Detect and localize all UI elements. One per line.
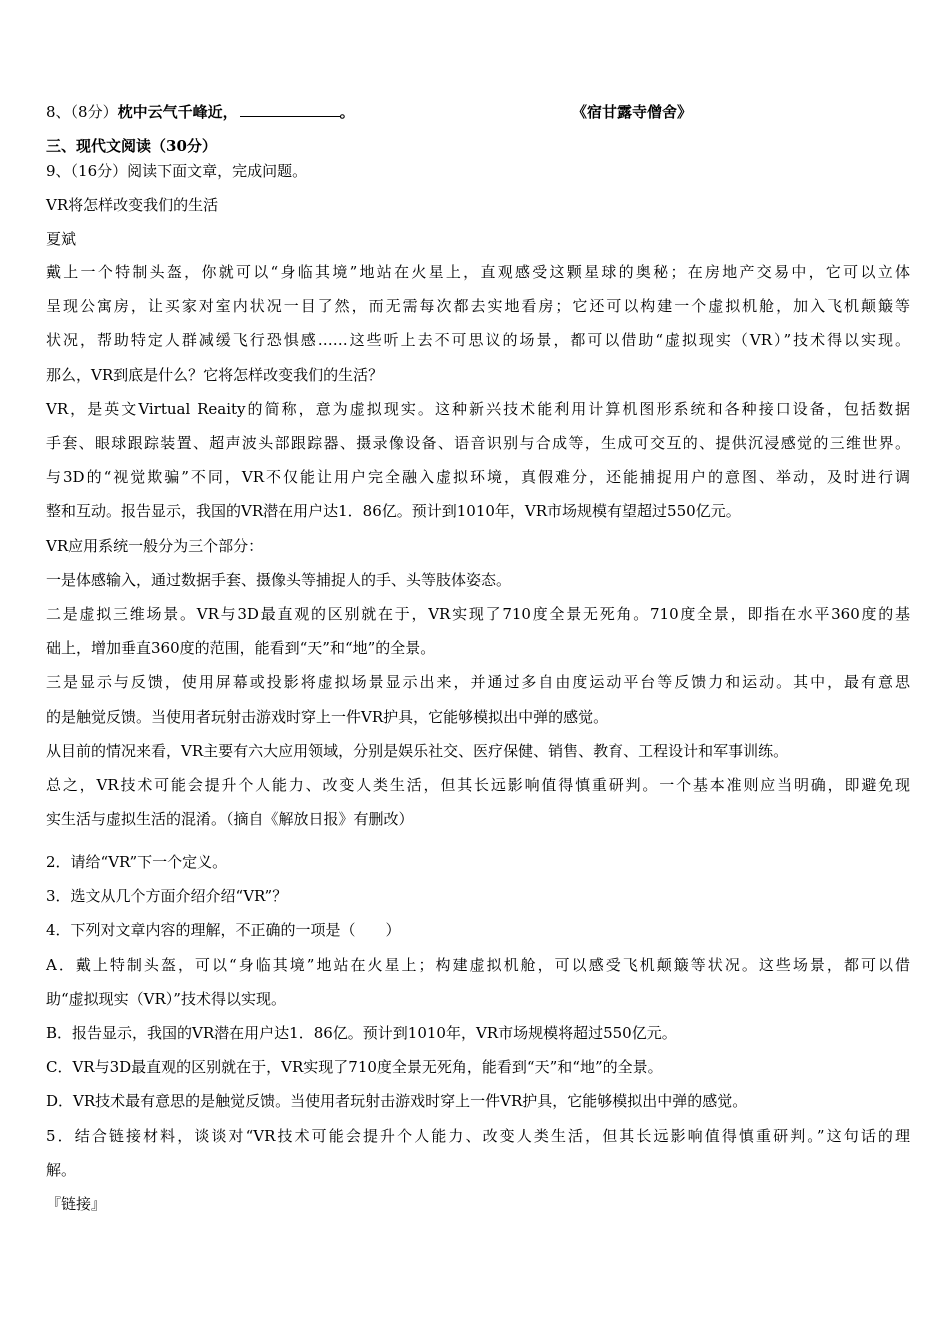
article-line: 戴上一个特制头盔，你就可以“身临其境”地站在火星上，直观感受这颗星球的奥秘；在房地产交易中，它可以立体 <box>46 263 910 281</box>
q8-text: 枕中云气千峰近， <box>117 103 238 121</box>
question-line: C．VR与3D最直观的区别就在于，VR实现了710度全景无死角，能看到“天”和“地”的全景。 <box>46 1058 663 1077</box>
article-line: 的是触觉反馈。当使用者玩射击游戏时穿上一件VR护具，它能够模拟出中弹的感觉。 <box>46 707 609 726</box>
question-line: 解。 <box>46 1160 77 1179</box>
article-line: VR应用系统一般分为三个部分： <box>46 536 264 555</box>
q8-poem-source: 《宿甘露寺僧舍》 <box>572 103 693 121</box>
article-line: 手套、眼球跟踪装置、超声波头部跟踪器、摄录像设备、语音识别与合成等，生成可交互的、提供沉浸感觉的三维世界。 <box>46 434 910 452</box>
question-line: 助“虚拟现实（VR）”技术得以实现。 <box>46 989 286 1008</box>
article-line: VR，是英文Virtual Reaity的简称，意为虚拟现实。这种新兴技术能利用计算机图形系统和各种接口设备，包括数据 <box>46 399 910 418</box>
question-line: B．报告显示，我国的VR潜在用户达1．86亿。预计到1010年，VR市场规模将超过550亿元。 <box>46 1024 677 1042</box>
article-line: 础上，增加垂直360度的范围，能看到“天”和“地”的全景。 <box>46 639 436 658</box>
q8-answer-blank[interactable] <box>240 102 340 117</box>
question-line: A．戴上特制头盔，可以“身临其境”地站在火星上；构建虚拟机舱，可以感受飞机颠簸等状况。这些场景，都可以借 <box>46 955 910 974</box>
article-line: 从目前的情况来看，VR主要有六大应用领域，分别是娱乐社交、医疗保健、销售、教育、工程设计和军事训练。 <box>46 741 789 760</box>
q9-intro: 9、（16分）阅读下面文章，完成问题。 <box>46 162 308 180</box>
article-line: 实生活与虚拟生活的混淆。（摘自《解放日报》有删改） <box>46 810 414 829</box>
question-line: 3．选文从几个方面介绍介绍“VR”？ <box>46 887 288 906</box>
article-title: VR将怎样改变我们的生活 <box>46 196 219 214</box>
q8-score: （8分） <box>70 103 118 121</box>
article-line: 状况，帮助特定人群减缓飞行恐惧感……这些听上去不可思议的场景，都可以借助“虚拟现实（VR）”技术得以实现。 <box>46 331 910 350</box>
section-3-title: 三、现代文阅读（30分） <box>46 137 217 155</box>
question-8 <box>46 102 910 122</box>
q8-period: 。 <box>339 103 355 121</box>
article-author: 夏斌 <box>46 230 77 248</box>
article-line: 总之，VR技术可能会提升个人能力、改变人类生活，但其长远影响值得慎重研判。一个基本准则应当明确，即避免现 <box>46 776 910 794</box>
question-line: 2．请给“VR”下一个定义。 <box>46 853 228 871</box>
article-line: 呈现公寓房，让买家对室内状况一目了然，而无需每次都去实地看房；它还可以构建一个虚拟机舱，加入飞机颠簸等 <box>46 297 910 316</box>
question-line: D．VR技术最有意思的是触觉反馈。当使用者玩射击游戏时穿上一件VR护具，它能够模拟出中弹的感觉。 <box>46 1092 748 1111</box>
article-line: 整和互动。报告显示，我国的VR潜在用户达1．86亿。预计到1010年，VR市场规模有望超过550亿元。 <box>46 502 741 521</box>
article-line: 二是虚拟三维场景。VR与3D最直观的区别就在于，VR实现了710度全景无死角。710度全景，即指在水平360度的基 <box>46 605 910 623</box>
question-line: 5．结合链接材料，谈谈对“VR技术可能会提升个人能力、改变人类生活，但其长远影响值得慎重研判。”这句话的理 <box>46 1126 910 1145</box>
article-line: 那么，VR到底是什么？它将怎样改变我们的生活？ <box>46 365 384 384</box>
article-line: 一是体感输入，通过数据手套、摄像头等捕捉人的手、头等肢体姿态。 <box>46 570 512 589</box>
question-line: 4．下列对文章内容的理解，不正确的一项是（ ） <box>46 921 401 940</box>
q8-number: 8、 <box>46 103 71 121</box>
question-line: 『链接』 <box>46 1195 107 1213</box>
article-line: 三是显示与反馈，使用屏幕或投影将虚拟场景显示出来，并通过多自由度运动平台等反馈力和运动。其中，最有意思 <box>46 673 910 692</box>
article-line: 与3D的“视觉欺骗”不同，VR不仅能让用户完全融入虚拟环境，真假难分，还能捕捉用户的意图、举动，及时进行调 <box>46 468 910 487</box>
